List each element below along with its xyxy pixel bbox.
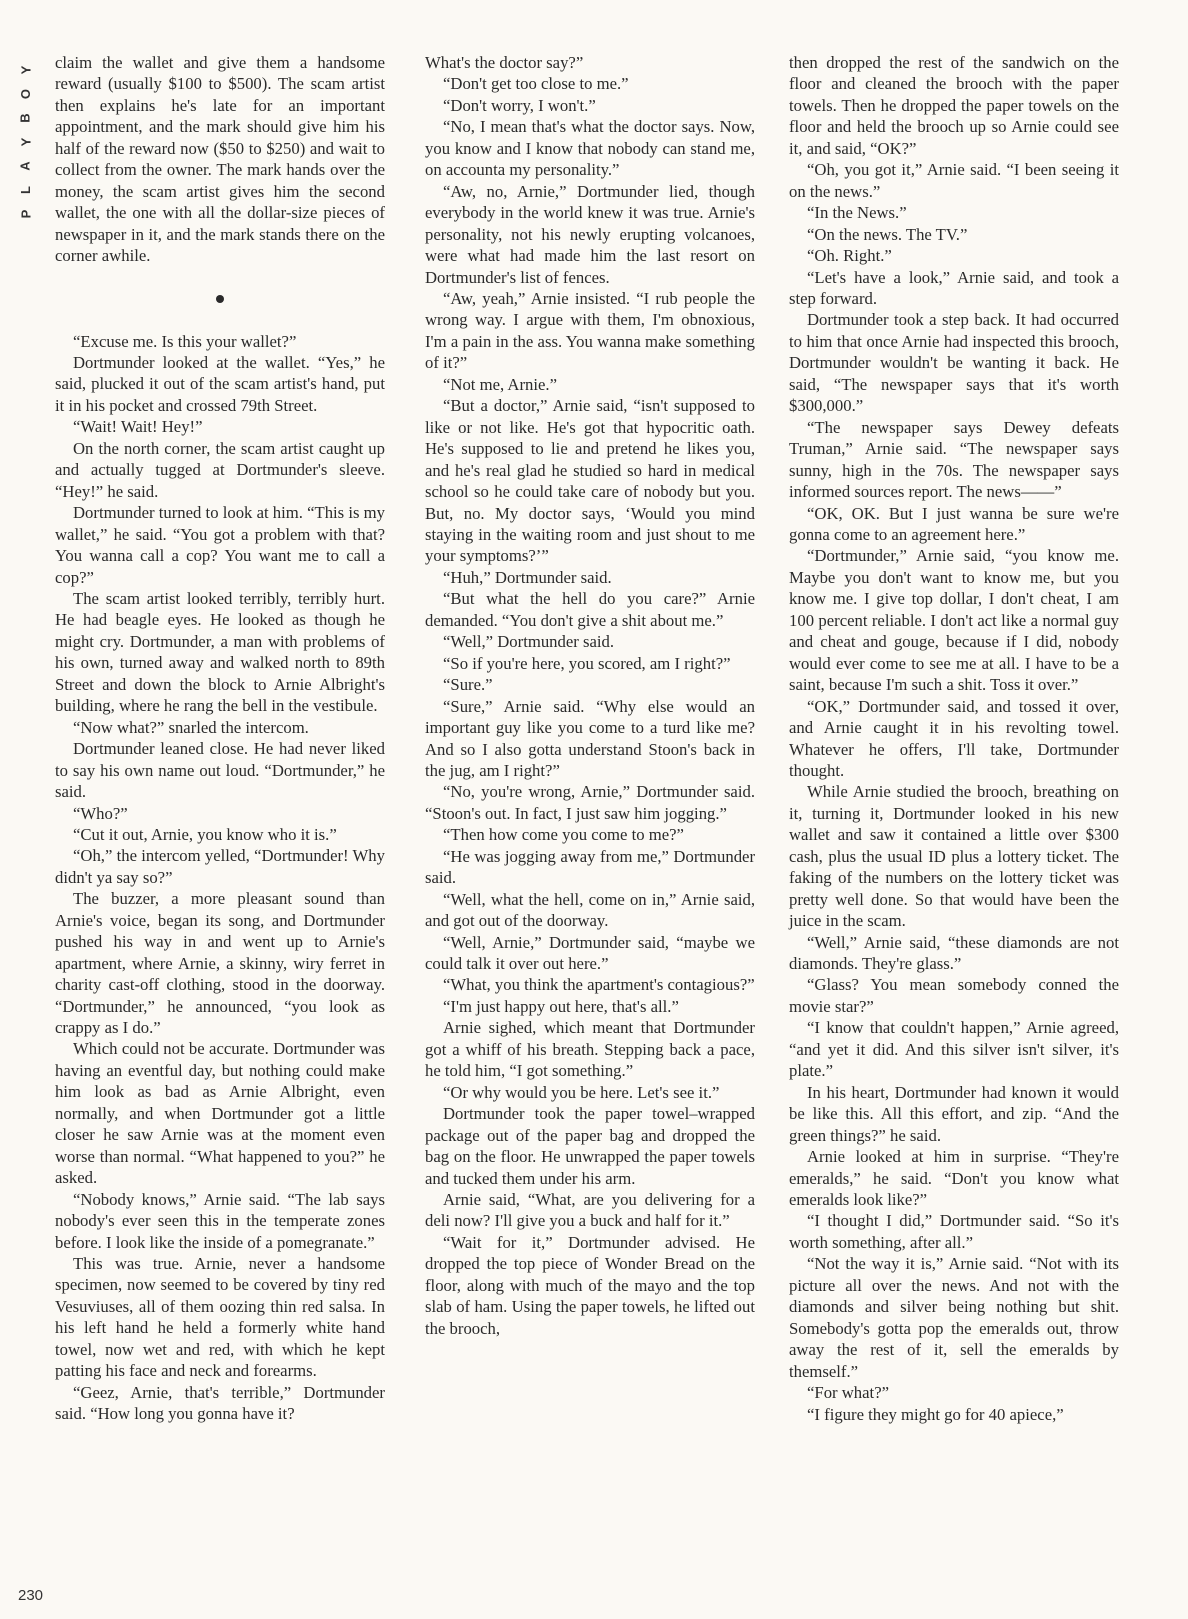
paragraph: “Wait! Wait! Hey!” [73, 417, 203, 437]
paragraph: “Cut it out, Arnie, you know who it is.” [73, 824, 337, 844]
paragraph: While Arnie studied the brooch, breathing on it, turning it, Dortmunder looked in his new wallet and saw it contained a little over $300 cash, plus the usual ID plus a lottery ticket. The faking of the numbers on the lottery ticket was pretty well done. So that would have been the juice in the scam. [789, 782, 1119, 931]
paragraph: “Well,” Dortmunder said. [443, 632, 615, 652]
paragraph: The scam artist looked terribly, terribly hurt. He had beagle eyes. He looked as though he might cry. Dortmunder, a man with problems of his own, turned away and walked north to 89th Street and down the block to Arnie Albright's building, where he rang the bell in the vestibule. [55, 588, 385, 716]
paragraph: This was true. Arnie, never a handsome specimen, now seemed to be covered by tiny red Vesuviuses, all of them oozing thin red salsa. In his left hand he held a formerly white hand towel, now wet and red, with which he kept patting his face and neck and forearms. [55, 1254, 385, 1381]
paragraph: “Oh,” the intercom yelled, “Dortmunder! Why didn't ya say so?” [55, 846, 385, 887]
paragraph: “Aw, no, Arnie,” Dortmunder lied, though everybody in the world knew it was true. Arnie's personality, not his newly erupting volcanoes, were what had made him the last resort on Dortmunder's list of fences. [425, 181, 755, 287]
paragraph: “Geez, Arnie, that's terrible,” Dortmunder said. “How long you gonna have it? [55, 1382, 385, 1424]
paragraph: “Then how come you come to me?” [443, 825, 684, 845]
paragraph: Arnie looked at him in surprise. “They're emeralds,” he said. “Don't you know what emeralds look like?” [789, 1147, 1119, 1210]
paragraph: Which could not be accurate. Dortmunder was having an eventful day, but nothing could make him look as bad as Arnie Albright, even normally, and when Dortmunder got a little closer he saw Arnie was at the moment even worse than normal. “What happened to you?” he asked. [55, 1039, 385, 1188]
paragraph: then dropped the rest of the sandwich on the floor and cleaned the brooch with the paper towels. Then he dropped the paper towels on the floor and held the brooch up so Arnie could see it, and said, “OK?” [789, 53, 1119, 158]
paragraph: Arnie said, “What, are you delivering for a deli now? I'll give you a buck and half for it.” [425, 1190, 755, 1231]
paragraph: claim the wallet and give them a handsome reward (usually $100 to $500). The scam artist then explains he's late for an important appointment, and the mark should give him his half of the reward now ($50 to $250) and wait to collect from the owner. The mark hands over the money, the scam artist gives him the second wallet, the one with all the dollar-size pieces of newspaper in it, and the mark stands there on the corner awhile. [55, 53, 385, 266]
paragraph: Dortmunder took a step back. It had occurred to him that once Arnie had inspected this brooch, Dortmunder wouldn't be wanting it back. He said, “The newspaper says that it's worth $300,000.” [789, 310, 1119, 416]
paragraph: “Let's have a look,” Arnie said, and took a step forward. [789, 267, 1119, 308]
paragraph: “So if you're here, you scored, am I right?” [443, 653, 731, 673]
sidebar-letter: A [17, 161, 33, 171]
paragraph: Arnie sighed, which meant that Dortmunder got a whiff of his breath. Stepping back a pace, he told him, “I got something.” [425, 1018, 755, 1081]
paragraph: “Oh. Right.” [807, 246, 892, 266]
bullet-dot [216, 295, 224, 303]
paragraph: “Not me, Arnie.” [443, 374, 557, 394]
sidebar-letter: P [17, 209, 33, 219]
paragraph: “OK, OK. But I just wanna be sure we're gonna come to an agreement here.” [789, 503, 1119, 544]
paragraph: In his heart, Dortmunder had known it would be like this. All this effort, and zip. “And the green things?” he said. [789, 1082, 1119, 1145]
sidebar-letter: B [17, 113, 33, 123]
paragraph: Dortmunder took the paper towel–wrapped package out of the paper bag and dropped the bag on the floor. He unwrapped the paper towels and tucked them under his arm. [425, 1104, 755, 1188]
paragraph: “Wait for it,” Dortmunder advised. He dropped the top piece of Wonder Bread on the floor, along with much of the mayo and the top slab of ham. Using the paper towels, he lifted out the brooch, [425, 1232, 755, 1338]
paragraph: “Now what?” snarled the intercom. [73, 717, 309, 737]
paragraph: “But a doctor,” Arnie said, “isn't supposed to like or not like. He's got that hypocritic oath. He's supposed to lie and pretend he likes you, and he's real glad he studied so hard in medical school so he could take care of nobody but you. But, no. My doctor says, ‘Would you mind staying in the waiting room and just shout to me your symptoms?’” [425, 396, 755, 566]
paragraph: “Sure.” [443, 675, 493, 695]
paragraph: “Aw, yeah,” Arnie insisted. “I rub people the wrong way. I argue with them, I'm obnoxious, I'm a pain in the ass. You wanna make something of it?” [425, 288, 755, 373]
paragraph: “Don't get too close to me.” [443, 74, 629, 94]
paragraph: “Huh,” Dortmunder said. [443, 567, 612, 587]
magazine-sidebar-label [16, 58, 36, 226]
paragraph: “I thought I did,” Dortmunder said. “So it's worth something, after all.” [789, 1211, 1119, 1252]
sidebar-letter: Y [17, 137, 33, 147]
paragraph: “Nobody knows,” Arnie said. “The lab says nobody's ever seen this in the temperate zones before. I look like the inside of a pomegranate.” [55, 1189, 385, 1252]
paragraph: “In the News.” [807, 203, 907, 223]
paragraph: “Or why would you be here. Let's see it.” [443, 1082, 720, 1102]
paragraph: “Not the way it is,” Arnie said. “Not with its picture all over the news. And not with the diamonds and silver being nothing but shit. Somebody's gotta pop the emeralds out, throw away the rest of it, sell the emeralds by themself.” [789, 1254, 1119, 1381]
paragraph: “I know that couldn't happen,” Arnie agreed, “and yet it did. And this silver isn't silver, it's plate.” [789, 1018, 1119, 1081]
paragraph: “Glass? You mean somebody conned the movie star?” [789, 975, 1119, 1016]
paragraph: “What, you think the apartment's contagious?” [443, 975, 755, 995]
paragraph: “No, I mean that's what the doctor says. Now, you know and I know that nobody can stand me, on accounta my personality.” [425, 117, 755, 180]
paragraph: Dortmunder leaned close. He had never liked to say his own name out loud. “Dortmunder,” he said. [55, 739, 385, 802]
paragraph: “Well,” Arnie said, “these diamonds are not diamonds. They're glass.” [789, 932, 1119, 974]
paragraph: “Excuse me. Is this your wallet?” [73, 331, 297, 351]
paragraph: “I figure they might go for 40 apiece,” [807, 1404, 1064, 1424]
paragraph: “Well, Arnie,” Dortmunder said, “maybe we could talk it over out here.” [425, 932, 755, 974]
paragraph: What's the doctor say?” [425, 53, 584, 72]
sidebar-letter: Y [17, 65, 33, 75]
paragraph: “The newspaper says Dewey defeats Truman,” Arnie said. “The newspaper says sunny, high in the 70s. The newspaper says informed sources report. The news——” [789, 417, 1119, 502]
paragraph: “He was jogging away from me,” Dortmunder said. [425, 846, 755, 888]
paragraph: “OK,” Dortmunder said, and tossed it over, and Arnie caught it in his revolting towel. Whatever he offers, I'll take, Dortmunder thought. [789, 696, 1119, 780]
paragraph: “For what?” [807, 1383, 890, 1403]
sidebar-letter: L [17, 186, 33, 194]
text-column-2 [425, 52, 755, 1339]
paragraph: “No, you're wrong, Arnie,” Dortmunder said. “Stoon's out. In fact, I just saw him jogging.” [425, 782, 755, 823]
page-number: 230 [18, 1587, 44, 1604]
section-break-bullet [55, 267, 385, 331]
paragraph: “On the news. The TV.” [807, 224, 968, 244]
text-column-3 [789, 52, 1119, 1425]
paragraph: “But what the hell do you care?” Arnie demanded. “You don't give a shit about me.” [425, 589, 755, 630]
paragraph: “Who?” [73, 803, 128, 823]
paragraph: “I'm just happy out here, that's all.” [443, 996, 679, 1016]
paragraph: “Well, what the hell, come on in,” Arnie said, and got out of the doorway. [425, 889, 755, 931]
paragraph: On the north corner, the scam artist caught up and actually tugged at Dortmunder's sleeve. “Hey!” he said. [55, 438, 385, 501]
paragraph: “Oh, you got it,” Arnie said. “I been seeing it on the news.” [789, 160, 1119, 201]
sidebar-letter: O [18, 88, 33, 100]
paragraph: Dortmunder turned to look at him. “This is my wallet,” he said. “You got a problem with that? You wanna call a cop? You want me to call a cop?” [55, 503, 385, 587]
text-column-1 [55, 52, 385, 1425]
paragraph: “Sure,” Arnie said. “Why else would an important guy like you come to a turd like me? And so I also gotta understand Stoon's back in the jug, am I right?” [425, 696, 755, 780]
paragraph: Dortmunder looked at the wallet. “Yes,” he said, plucked it out of the scam artist's hand, put it in his pocket and crossed 79th Street. [55, 352, 385, 415]
paragraph: “Dortmunder,” Arnie said, “you know me. Maybe you don't want to know me, but you know me. I give top dollar, I don't cheat, I am 100 percent reliable. I don't act like a normal guy and cheat and gouge, because if I did, nobody would ever come to see me at all. I have to be a saint, because I'm such a shit. Toss it over.” [789, 546, 1119, 695]
paragraph: The buzzer, a more pleasant sound than Arnie's voice, began its song, and Dortmunder pushed his way in and went up to Arnie's apartment, where Arnie, a skinny, wiry ferret in charity cast-off clothing, stood in the doorway. “Dortmunder,” he announced, “you look as crappy as I do.” [55, 889, 385, 1038]
paragraph: “Don't worry, I won't.” [443, 95, 596, 115]
